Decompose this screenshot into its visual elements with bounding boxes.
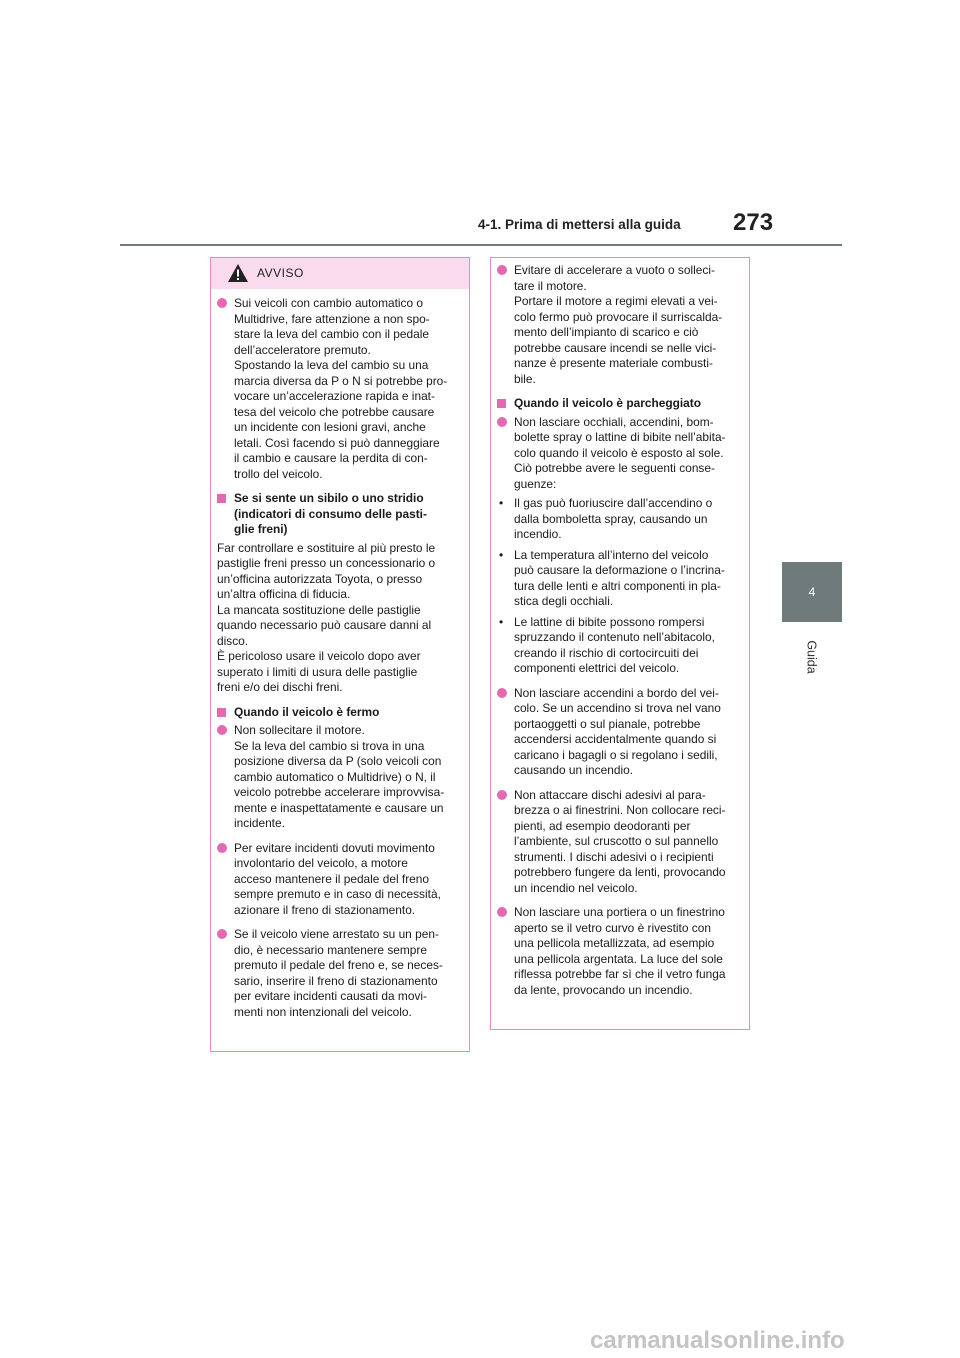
warning-item: Non lasciare accendini a bordo del vei- colo. Se un accendino si trova nel vano portaoggetti o sul pianale, potrebbe accendersi accidentalmente quando si caricano i bagagli o si regolano i sedili, causando un incendio. bbox=[497, 686, 737, 779]
warning-item: Evitare di accelerare a vuoto o solleci- tare il motore. Portare il motore a regimi elevati a vei- colo fermo può provocare il surriscalda- mento dell’impianto di scarico e ciò potrebbe causare incendi se nelle vici- nanze è presente materiale combusti- bile. bbox=[497, 263, 737, 387]
chapter-label bbox=[782, 632, 842, 682]
warning-triangle-icon bbox=[227, 263, 249, 283]
bullet-icon bbox=[217, 929, 227, 939]
warning-item: Per evitare incidenti dovuti movimento involontario del veicolo, a motore acceso mantenere il pedale del freno sempre premuto e in caso di necessità, azionare il freno di stazionamento. bbox=[217, 841, 457, 919]
watermark-logo bbox=[590, 1326, 952, 1354]
section-heading: Se si sente un sibilo o uno stridio (indicatori di consumo delle pasti- glie freni) bbox=[217, 491, 457, 538]
chapter-label-text: Guida bbox=[804, 640, 819, 674]
warning-header bbox=[211, 258, 469, 289]
watermark-text: carmanualsonline.info bbox=[590, 1327, 845, 1354]
dot-bullet-icon: • bbox=[499, 614, 504, 629]
square-bullet-icon bbox=[497, 399, 506, 408]
warning-item: Sui veicoli con cambio automatico o Multidrive, fare attenzione a non spo- stare la leva del cambio con il pedale dell’acceleratore premuto. Spostando la leva del cambio su una marcia diversa da P o N si potrebbe pro- vocare un’accelerazione rapida e inat- tesa del veicolo che potrebbe causare un incidente con lesioni gravi, anche letali. Così facendo si può danneggiare il cambio e causare la perdita di con- trollo del veicolo. bbox=[217, 296, 457, 482]
warning-item: Non attaccare dischi adesivi al para- brezza o ai finestrini. Non collocare reci- pienti, ad esempio deodoranti per l’ambiente, sul cruscotto o sul pannello strumenti. I dischi adesivi o i recipienti potrebbero fungere da lenti, provocando un incendio nel veicolo. bbox=[497, 788, 737, 897]
warning-item: Non lasciare una portiera o un finestrino aperto se il vetro curvo è rivestito con una pellicola metallizzata, ad esempio una pellicola argentata. La luce del sole riflessa potrebbe far sì che il vetro funga da lente, provocando un incendio. bbox=[497, 905, 737, 998]
bullet-icon bbox=[217, 843, 227, 853]
section-heading: Quando il veicolo è fermo bbox=[217, 705, 457, 721]
sub-item: • La temperatura all’interno del veicolo può causare la deformazione o l’incrina- tura delle lenti e altri componenti in pla- stica degli occhiali. bbox=[499, 547, 725, 608]
section-body: Far controllare e sostituire al più presto le pastiglie freni presso un concessionario o un’officina autorizzata Toyota, o presso un’altra officina di fiducia. La mancata sostituzione delle pastiglie quando necessario può causare danni al disco. È pericoloso usare il veicolo dopo aver superato i limiti di usura delle pastiglie freni e/o dei dischi freni. bbox=[217, 540, 436, 694]
bullet-icon bbox=[497, 907, 507, 917]
square-bullet-icon bbox=[217, 494, 226, 503]
section-heading: Quando il veicolo è parcheggiato bbox=[497, 396, 737, 412]
square-bullet-icon bbox=[217, 708, 226, 717]
bullet-icon bbox=[497, 790, 507, 800]
header-divider bbox=[120, 244, 842, 246]
bullet-icon bbox=[497, 265, 507, 275]
warning-item: Non sollecitare il motore. Se la leva del cambio si trova in una posizione diversa da P (solo veicoli con cambio automatico o Multidrive) o N, il veicolo potrebbe accelerare improvvisa- mente e inaspettatamente e causare un incidente. bbox=[217, 723, 457, 832]
section-title: 4-1. Prima di mettersi alla guida bbox=[478, 217, 681, 232]
warning-box-left bbox=[210, 257, 470, 1052]
chapter-tab[interactable]: 4 bbox=[782, 562, 842, 622]
bullet-icon bbox=[497, 417, 507, 427]
warning-item: Non lasciare occhiali, accendini, bom- bolette spray o lattine di bibite nell’abita- colo quando il veicolo è esposto al sole. Ciò potrebbe avere le seguenti conse- guenze: bbox=[497, 415, 737, 493]
warning-box-right bbox=[490, 257, 750, 1030]
sub-item: • Il gas può fuoriuscire dall’accendino o dalla bomboletta spray, causando un incendio. bbox=[499, 496, 713, 541]
warning-item: Se il veicolo viene arrestato su un pen- dio, è necessario mantenere sempre premuto il pedale del freno e, se neces- sario, inserire il freno di stazionamento per evitare incidenti causati da movi- menti non intenzionali del veicolo. bbox=[217, 927, 457, 1020]
bullet-icon bbox=[217, 725, 227, 735]
dot-bullet-icon: • bbox=[499, 496, 504, 510]
sub-item: • Le lattine di bibite possono rompersi spruzzando il contenuto nell’abitacolo, creando il rischio di cortocircuiti dei componenti elettrici del veicolo. bbox=[499, 614, 715, 675]
bullet-icon bbox=[217, 298, 227, 308]
page-number: 273 bbox=[733, 209, 774, 236]
warning-header-label: AVVISO bbox=[257, 266, 304, 280]
bullet-icon bbox=[497, 688, 507, 698]
dot-bullet-icon: • bbox=[499, 547, 504, 562]
